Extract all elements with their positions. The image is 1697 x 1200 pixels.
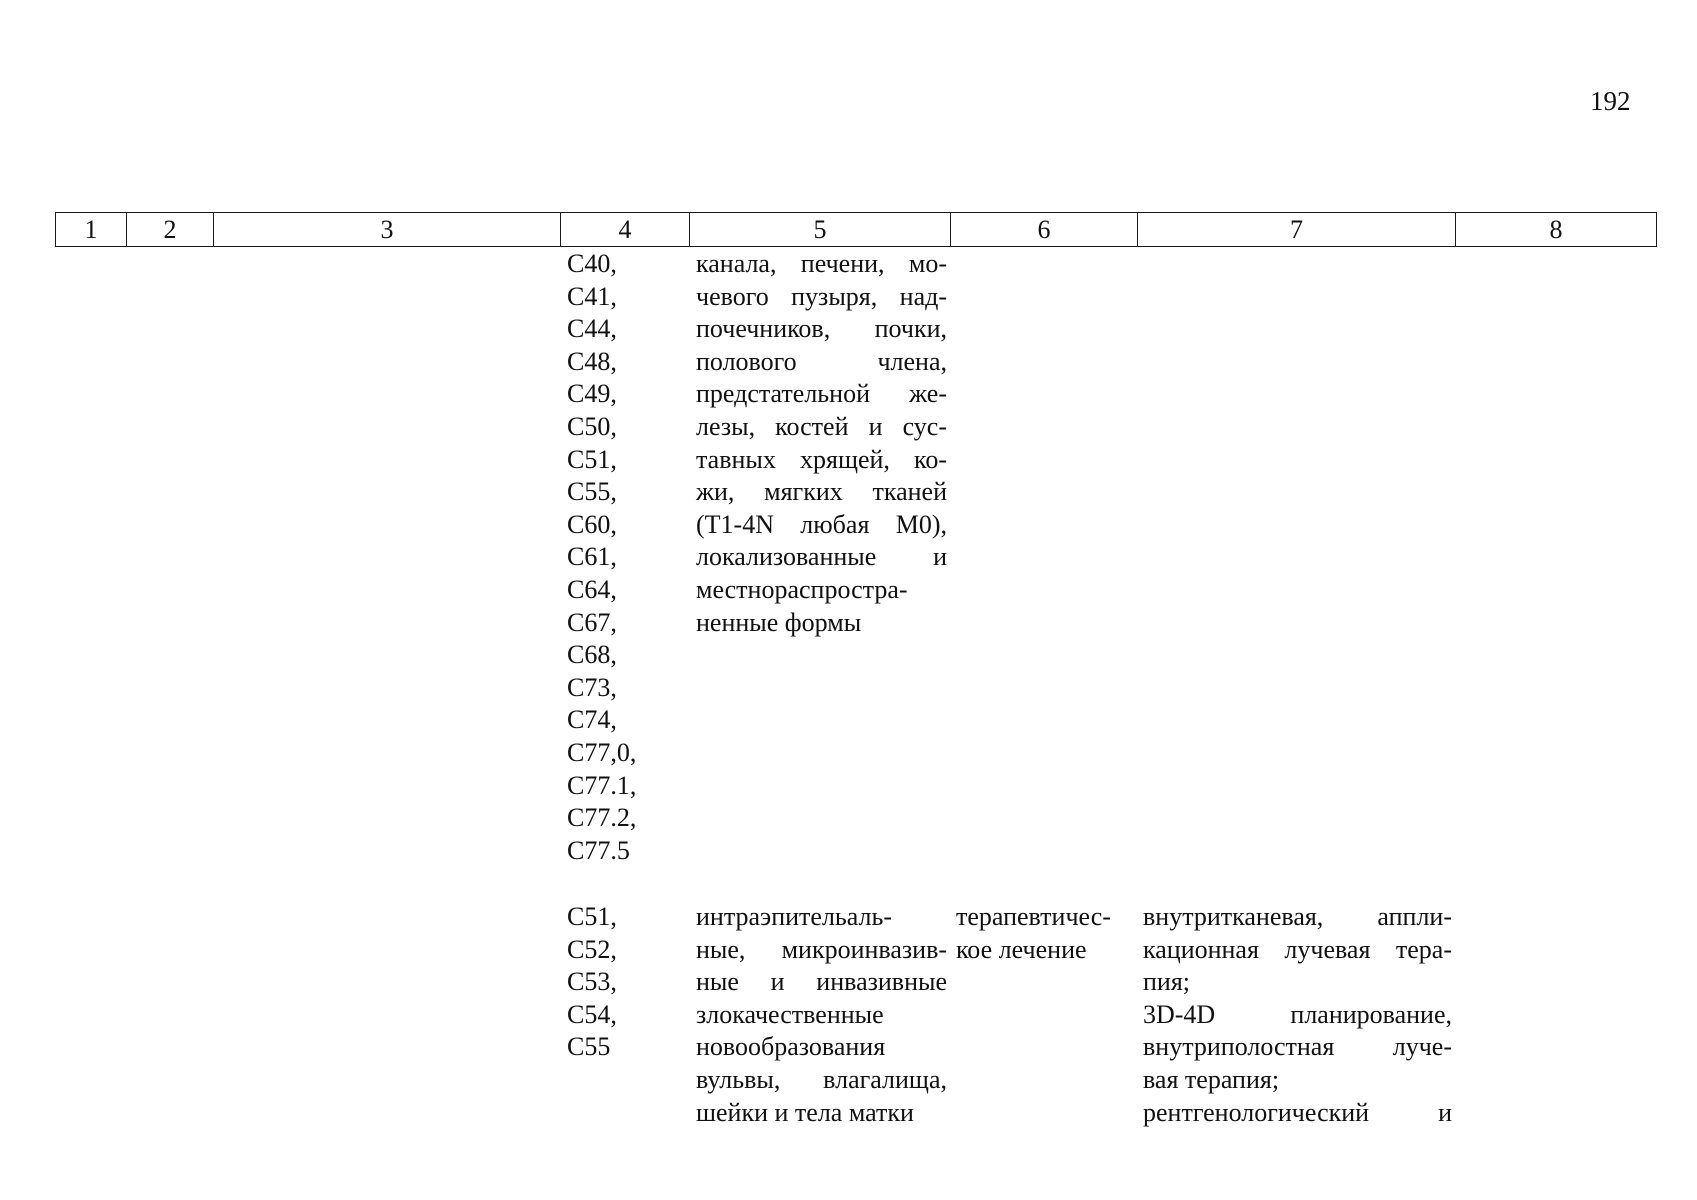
diagnosis-code: C55, xyxy=(567,477,617,507)
description-line: чевого пузыря, над- xyxy=(696,281,947,311)
diagnosis-code: C77.2, xyxy=(567,803,637,833)
diagnosis-code: C73, xyxy=(567,672,617,702)
diagnosis-code: C54, xyxy=(567,999,617,1029)
description-line: шейки и тела матки xyxy=(696,1097,914,1127)
diagnosis-code: C53, xyxy=(567,967,617,997)
diagnosis-code: C51, xyxy=(567,444,617,474)
description-line: предстательной же- xyxy=(696,379,947,409)
description-line: злокачественные xyxy=(696,999,884,1029)
column-number-4: 4 xyxy=(561,213,690,247)
description-line: локализованные и xyxy=(696,542,947,572)
diagnosis-code: C60, xyxy=(567,509,617,539)
diagnosis-code: C68, xyxy=(567,640,617,670)
diagnosis-code: C77.1, xyxy=(567,770,637,800)
diagnosis-code: C48, xyxy=(567,346,617,376)
diagnosis-codes xyxy=(567,901,667,1064)
diagnosis-code: C49, xyxy=(567,379,617,409)
description-line: ные, микроинвазив- xyxy=(696,934,947,964)
column-number-header xyxy=(55,212,1657,247)
treatment-type xyxy=(956,901,1131,966)
description-line: новообразования xyxy=(696,1032,886,1062)
description-line: полового члена, xyxy=(696,346,947,376)
diagnosis-code: C77.5 xyxy=(567,835,630,865)
method-line: 3D-4D планирование, xyxy=(1143,999,1452,1029)
diagnosis-code: C55 xyxy=(567,1032,611,1062)
method-line: пия; xyxy=(1143,967,1191,997)
description-line: тавных хрящей, ко- xyxy=(696,444,947,474)
diagnosis-code: C41, xyxy=(567,281,617,311)
diagnosis-code: C64, xyxy=(567,574,617,604)
disease-description xyxy=(696,901,947,1129)
column-number-2: 2 xyxy=(127,213,214,247)
diagnosis-code: C74, xyxy=(567,705,617,735)
diagnosis-codes xyxy=(567,248,667,867)
description-line: ные и инвазивные xyxy=(696,967,947,997)
page-number: 192 xyxy=(1590,86,1631,116)
treatment-line: терапевтичес- xyxy=(956,902,1111,931)
treatment-line: кое лечение xyxy=(956,934,1087,964)
diagnosis-code: C51, xyxy=(567,902,617,931)
description-line: интраэпительаль- xyxy=(696,902,893,931)
method-line: внутритканевая, аппли- xyxy=(1143,902,1452,931)
method-line: рентгенологический и xyxy=(1143,1097,1452,1127)
description-line: вульвы, влагалища, xyxy=(696,1064,947,1094)
method-line: вая терапия; xyxy=(1143,1064,1280,1094)
description-line: жи, мягких тканей xyxy=(696,477,947,507)
diagnosis-code: C77,0, xyxy=(567,737,637,767)
column-number-3: 3 xyxy=(214,213,561,247)
column-number-1: 1 xyxy=(56,213,127,247)
description-line: канала, печени, мо- xyxy=(696,249,947,278)
diagnosis-code: C50, xyxy=(567,411,617,441)
diagnosis-code: C40, xyxy=(567,249,617,278)
column-number-8: 8 xyxy=(1456,213,1657,247)
diagnosis-code: C52, xyxy=(567,934,617,964)
column-number-5: 5 xyxy=(690,213,951,247)
diagnosis-code: C67, xyxy=(567,607,617,637)
description-line: (T1-4N любая M0), xyxy=(696,509,947,539)
column-number-6: 6 xyxy=(951,213,1138,247)
disease-description xyxy=(696,248,947,639)
treatment-method xyxy=(1143,901,1452,1129)
diagnosis-code: C44, xyxy=(567,314,617,344)
column-number-7: 7 xyxy=(1138,213,1456,247)
description-line: местнораспростра- xyxy=(696,574,908,604)
diagnosis-code: C61, xyxy=(567,542,617,572)
description-line: ненные формы xyxy=(696,607,862,637)
method-line: внутриполостная луче- xyxy=(1143,1032,1452,1062)
description-line: почечников, почки, xyxy=(696,314,947,344)
method-line: кационная лучевая тера- xyxy=(1143,934,1452,964)
description-line: лезы, костей и сус- xyxy=(696,411,947,441)
